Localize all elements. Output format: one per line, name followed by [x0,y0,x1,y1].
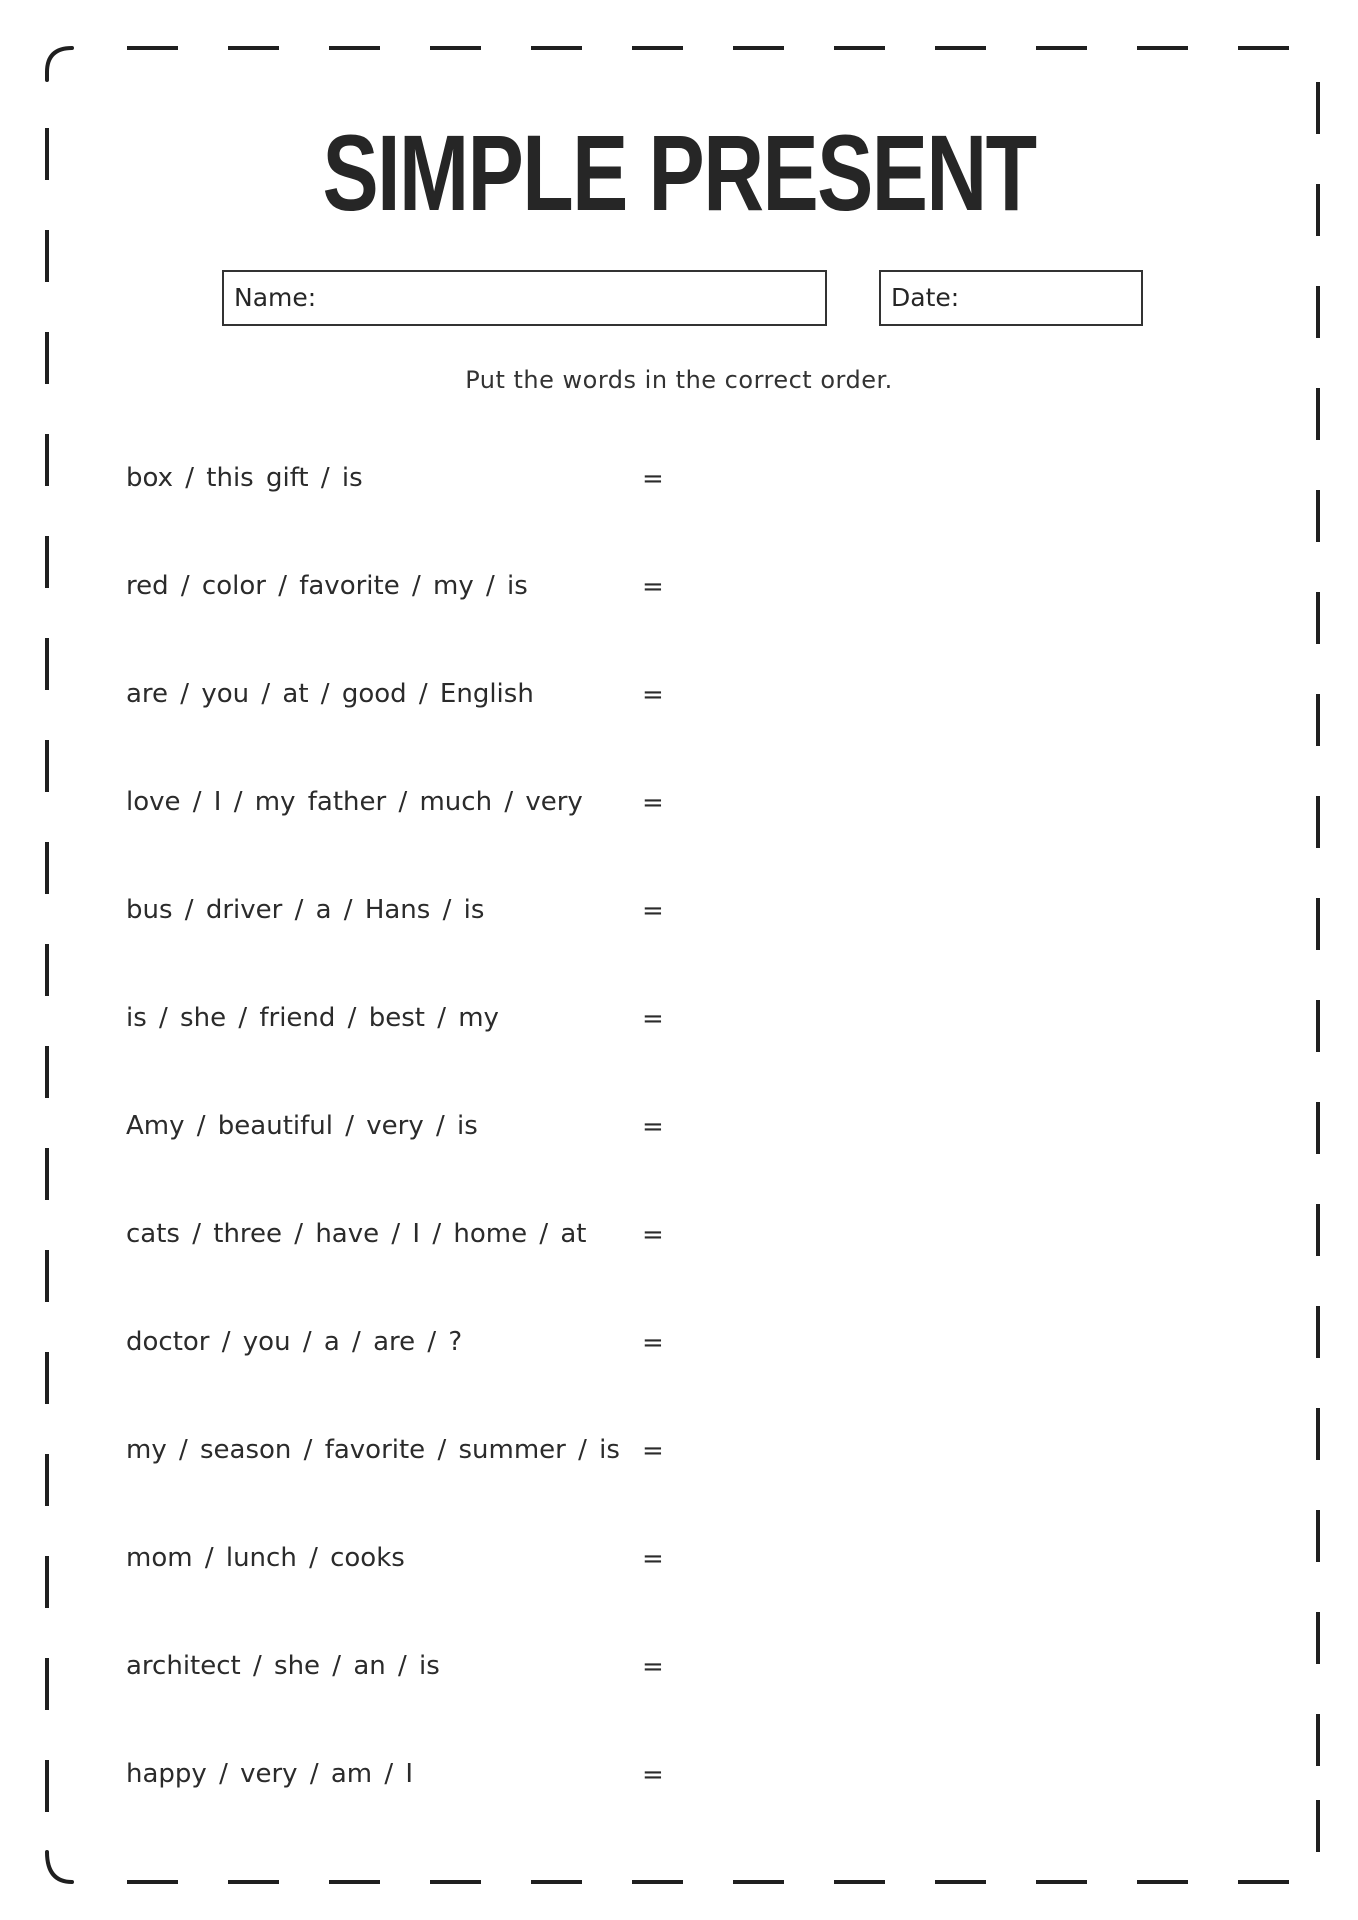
word-prompt: red / color / favorite / my / is [126,571,528,601]
equals-sign: = [642,464,664,494]
equals-sign: = [642,1652,664,1682]
word-prompt: doctor / you / a / are / ? [126,1327,463,1357]
date-label: Date: [891,283,960,312]
exercise-item [126,782,1206,890]
exercise-item [126,674,1206,782]
exercise-item [126,1106,1206,1214]
word-prompt: architect / she / an / is [126,1651,440,1681]
date-field[interactable] [879,270,1143,326]
word-prompt: my / season / favorite / summer / is [126,1435,620,1465]
word-prompt: happy / very / am / I [126,1759,414,1789]
word-prompt: cats / three / have / I / home / at [126,1219,587,1249]
exercise-item [126,1646,1206,1754]
word-prompt: is / she / friend / best / my [126,1003,499,1033]
name-label: Name: [234,283,317,312]
page-title: SIMPLE PRESENT [322,112,1036,233]
exercise-item [126,1538,1206,1646]
exercise-item [126,1322,1206,1430]
equals-sign: = [642,1328,664,1358]
answer-space[interactable] [686,1758,1186,1792]
answer-space[interactable] [686,1002,1186,1036]
answer-space[interactable] [686,1218,1186,1252]
equals-sign: = [642,1760,664,1790]
instruction-text: Put the words in the correct order. [465,366,893,394]
answer-space[interactable] [686,462,1186,496]
answer-space[interactable] [686,1542,1186,1576]
equals-sign: = [642,1544,664,1574]
equals-sign: = [642,572,664,602]
answer-space[interactable] [686,1650,1186,1684]
exercise-item [126,1430,1206,1538]
answer-space[interactable] [686,1110,1186,1144]
answer-space[interactable] [686,1434,1186,1468]
word-prompt: mom / lunch / cooks [126,1543,405,1573]
equals-sign: = [642,1436,664,1466]
equals-sign: = [642,1220,664,1250]
exercise-item [126,1214,1206,1322]
equals-sign: = [642,1112,664,1142]
equals-sign: = [642,680,664,710]
exercise-list [126,458,1206,1862]
exercise-item [126,458,1206,566]
word-prompt: box / this gift / is [126,463,363,493]
word-prompt: Amy / beautiful / very / is [126,1111,478,1141]
exercise-item [126,890,1206,998]
answer-space[interactable] [686,570,1186,604]
word-prompt: love / I / my father / much / very [126,787,583,817]
word-prompt: are / you / at / good / English [126,679,534,709]
equals-sign: = [642,896,664,926]
exercise-item [126,566,1206,674]
answer-space[interactable] [686,1326,1186,1360]
exercise-item [126,1754,1206,1862]
name-field[interactable] [222,270,827,326]
exercise-item [126,998,1206,1106]
answer-space[interactable] [686,678,1186,712]
word-prompt: bus / driver / a / Hans / is [126,895,485,925]
equals-sign: = [642,1004,664,1034]
equals-sign: = [642,788,664,818]
answer-space[interactable] [686,894,1186,928]
answer-space[interactable] [686,786,1186,820]
